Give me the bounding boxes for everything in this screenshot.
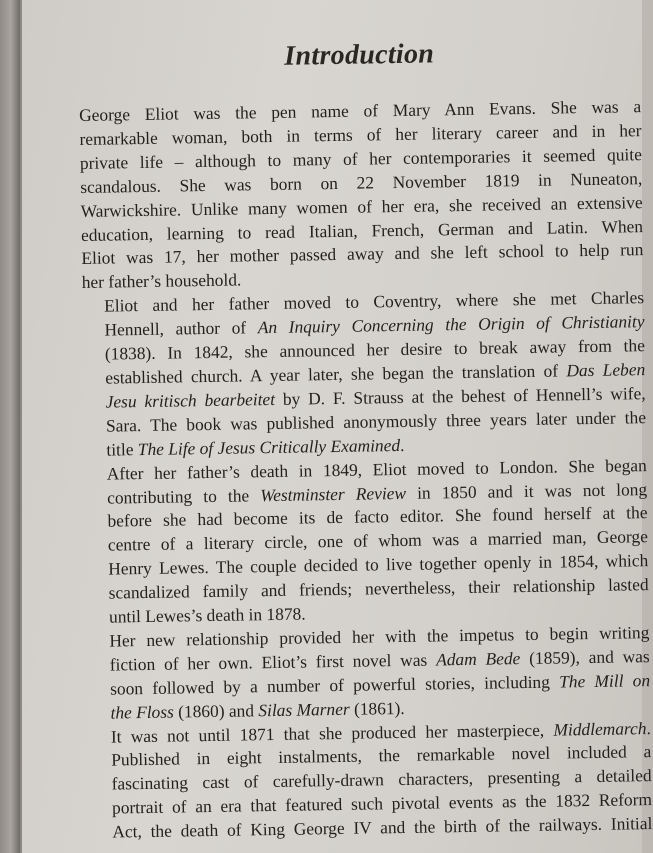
introduction-body [79, 95, 653, 845]
italic-title: The Mill on [558, 669, 651, 692]
text-run: title [106, 438, 138, 460]
text-run: Warwickshire. Unlike many women of her era, she received an extensive [80, 191, 643, 221]
page-content [78, 33, 653, 845]
text-run: Henry Lewes. The couple decided to live together openly in 1854, which [108, 550, 649, 579]
italic-title: Middlemarch [553, 717, 647, 740]
book-page [22, 0, 653, 853]
text-run: (1838). In 1842, she announced her desire to break away from the [104, 335, 645, 364]
text-run: education, learning to read Italian, French, German and Latin. When [80, 215, 644, 245]
text-run: by D. F. Strauss at the behest of Hennell’s wife, [274, 383, 646, 409]
text-run: scandalous. She was born on 22 November 1819 in Nuneaton, [80, 167, 643, 197]
text-run: After her father’s death in 1849, Eliot moved to London. She began [106, 454, 647, 484]
paragraph [79, 95, 644, 295]
page-title: Introduction [284, 38, 435, 72]
text-run: Act, the death of King George IV and the birth of the railways. Initial [112, 813, 653, 842]
text-run: Hennell, author of [104, 317, 258, 340]
text-run: (1860) and [173, 699, 259, 722]
text-run: Eliot and her father moved to Coventry, where she met Charles [103, 287, 645, 316]
text-run: Sara. The book was published anonymously three years later under the [105, 406, 647, 436]
paragraph [87, 621, 650, 725]
text-run: contributing to the [106, 484, 261, 508]
text-run: until Lewes’s death in 1878. [108, 603, 306, 627]
text-run: . [399, 434, 405, 455]
italic-title: Jesu kritisch bearbeitet [105, 388, 276, 412]
text-run: private life – although to many of her contemporaries it seemed quite [79, 143, 642, 173]
text-run: soon followed by a number of powerful stories, including [109, 671, 560, 699]
text-run: scandalized family and friends; nevertheless, their relationship lasted [108, 574, 649, 603]
paragraph [85, 454, 650, 630]
text-run: George Eliot was the pen name of Mary Ann Evans. She was a [78, 96, 642, 125]
italic-title: the Floss [110, 701, 174, 723]
italic-title: The Life of Jesus Critically Examined [137, 434, 401, 459]
text-run: fascinating cast of carefully-drawn characters, presenting a detailed [111, 765, 652, 794]
text-run: portrait of an era that featured such pivotal events as the 1832 Reform [111, 789, 653, 818]
text-run: remarkable woman, both in terms of her literary career and in her [79, 120, 642, 149]
text-run: before she had become its de facto editor. She found herself at the [107, 502, 648, 532]
italic-title: Silas Marner [258, 698, 350, 720]
text-run: (1861). [349, 697, 405, 719]
text-run: her father’s household. [81, 269, 242, 293]
paragraph [82, 286, 647, 462]
text-run: centre of a literary circle, one of whom was a married man, George [107, 526, 648, 555]
text-run: Her new relationship provided her with the impetus to begin writing [109, 622, 650, 651]
italic-title: Das Leben [566, 359, 646, 381]
text-run: fiction of her own. Eliot’s first novel was [109, 649, 437, 675]
text-run: . [646, 717, 651, 738]
book-page-edge [0, 0, 20, 853]
text-run: Published in eight instalments, the remarkable novel included a [111, 741, 652, 771]
italic-title: An Inquiry Concerning the Origin of Christianity [257, 311, 645, 338]
text-run: Eliot was 17, her mother passed away and she left school to help run [81, 239, 644, 269]
text-run: in 1850 and it was not long [405, 478, 648, 503]
text-run: It was not until 1871 that she produced her masterpiece, [110, 719, 554, 747]
italic-title: Westminster Review [260, 482, 407, 505]
text-run: (1859), and was [520, 645, 650, 668]
paragraph [89, 717, 653, 845]
text-run: established church. A year later, she began the translation of [105, 360, 567, 388]
italic-title: Adam Bede [435, 647, 521, 670]
